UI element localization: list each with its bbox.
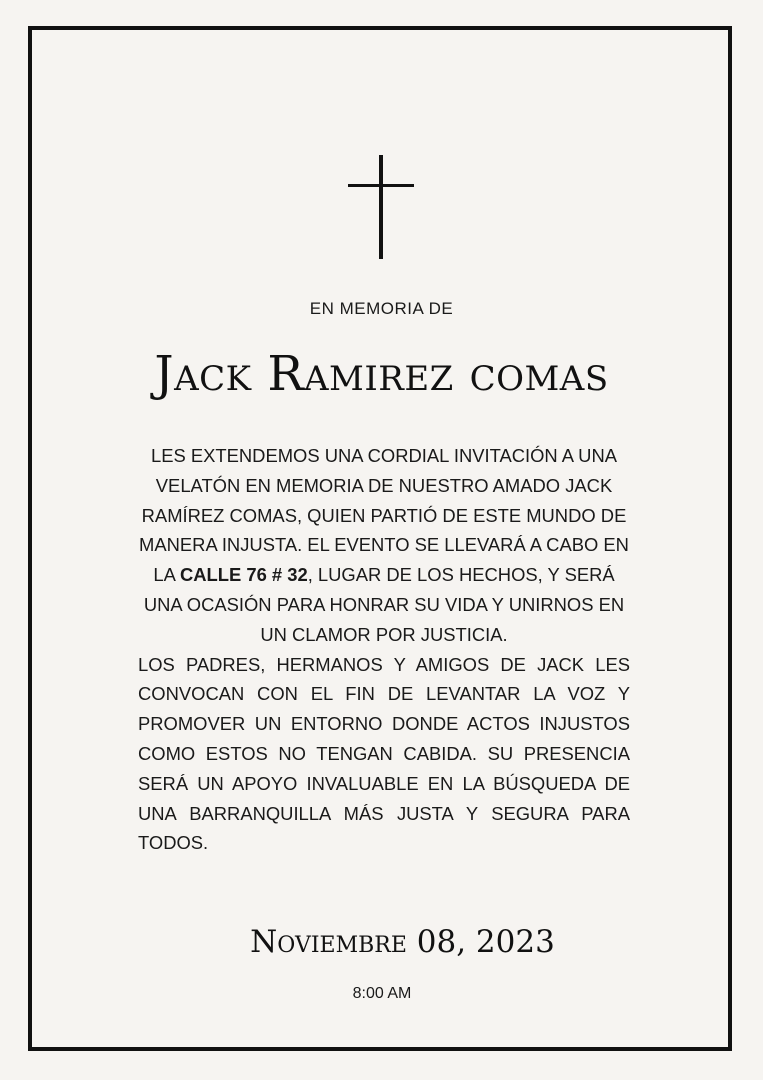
- invitation-body: [138, 441, 630, 858]
- memorial-heading: EN MEMORIA DE: [309, 299, 454, 318]
- cross-icon: [348, 155, 414, 259]
- event-date: Noviembre 08, 2023: [250, 924, 555, 960]
- invitation-text-end: , LUGAR DE LOS HECHOS, Y SERÁ UNA OCASIÓN PARA HONRAR SU VIDA Y UNIRNOS EN UN CLAMOR POR JUSTICIA.: [143, 564, 625, 645]
- family-paragraph: LOS PADRES, HERMANOS Y AMIGOS DE JACK LES CONVOCAN CON EL FIN DE LEVANTAR LA VOZ Y PROMOVER UN ENTORNO DONDE ACTOS INJUSTOS COMO ESTOS NO TENGAN CABIDA. SU PRESENCIA SERÁ UN APOYO INVALUABLE EN LA BÚSQUEDA DE UNA BARRANQUILLA MÁS JUSTA Y SEGURA PARA TODOS.: [138, 653, 630, 854]
- event-time: 8:00 AM: [352, 985, 412, 1002]
- deceased-name: Jack Ramirez comas: [154, 346, 609, 402]
- invitation-text-start: LES EXTENDEMOS UNA CORDIAL INVITACIÓN A UNA VELATÓN EN MEMORIA DE NUESTRO AMADO JACK RAMÍREZ COMAS, QUIEN PARTIÓ DE ESTE MUNDO DE MANERA INJUSTA. EL EVENTO SE LLEVARÁ A CABO EN LA: [139, 445, 629, 586]
- event-address: CALLE 76 # 32: [179, 564, 308, 586]
- invitation-paragraph: [138, 441, 630, 650]
